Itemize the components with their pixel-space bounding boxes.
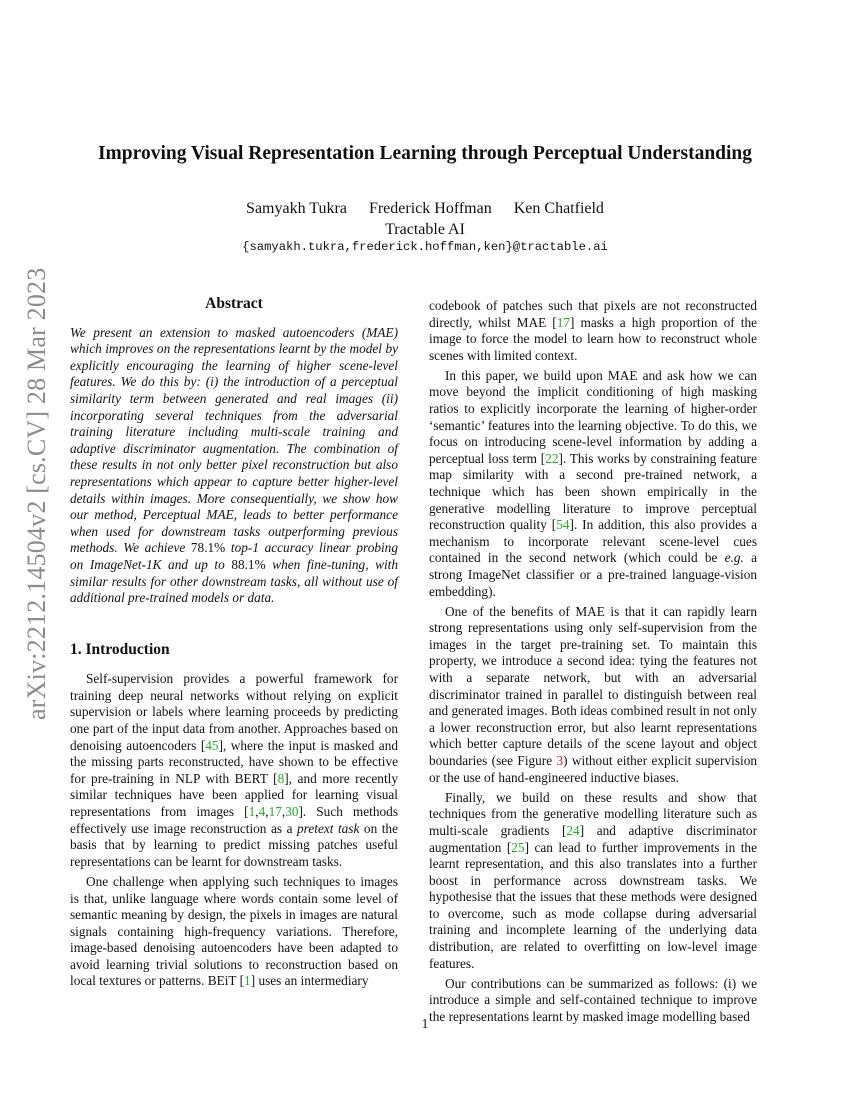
body-paragraph: One challenge when applying such techniques to images is that, unlike language where words contain some level of semantic meaning by design, the pixels in images are natural signals containing high-frequency variations. Therefore, image-based denoising autoencoders have been adapted to avoid learning trivial solutions to reconstruction based on local textures or patterns. BEiT [1] uses an intermediary	[70, 873, 398, 989]
citation-link[interactable]: 1	[244, 973, 251, 989]
body-paragraph: One of the benefits of MAE is that it can rapidly learn strong representations using only self-supervision from the images in the target pre-training set. To maintain this property, we introduce a second idea: tying the features not with a separate network, but with an adversarial discriminator trained in parallel to distinguish between real and generated images. Both ideas combined result in not only a lower reconstruction error, but also learnt representations which better capture details of the scene layout and object boundaries (see Figure 3) without either explicit supervision or the use of hand-engineered inductive biases.	[429, 603, 757, 785]
body-paragraph: In this paper, we build upon MAE and ask how we can move beyond the implicit conditioning of high masking ratios to explicitly incorporate the learning of higher-order ‘semantic’ features into the learning objective. To do this, we focus on introducing scene-level information by adding a perceptual loss term [22]. This works by constraining feature map similarity with a second pre-trained network, a technique which has been shown empirically in the generative modelling literature to improve perceptual reconstruction quality [54]. In addition, this also provides a mechanism to incorporate relevant scene-level cues contained in the second network (which could be e.g. a strong ImageNet classifier or a pre-trained language-vision embedding).	[429, 367, 757, 599]
author-name: Ken Chatfield	[513, 200, 604, 217]
author-name: Samyakh Tukra	[246, 200, 347, 217]
paper-title: Improving Visual Representation Learning through Perceptual Understanding	[97, 143, 753, 164]
citation-link[interactable]: 1	[248, 804, 256, 820]
emphasis: e.g.	[724, 550, 744, 566]
abstract-metric: 78.1%	[190, 540, 226, 556]
left-column	[70, 296, 398, 994]
emphasis: pretext task	[297, 820, 360, 836]
abstract-text: We present an extension to masked autoencoders (MAE) which improves on the representations learnt by the model by explicitly encouraging the learning of higher scene-level features. We do this by: (i) the introduction of a perceptual similarity term between generated and real images (ii) incorporating several techniques from the adversarial training literature including multi-scale training and adaptive discriminator augmentation. The combination of these results in not only better pixel reconstruction but also representations which appear to capture better higher-level details within images. More consequentially, we show how our method, Perceptual MAE, leads to better performance when used for downstream tasks outperforming previous methods. We achieve 78.1% top-1 accuracy linear probing on ImageNet-1K and up to 88.1% when fine-tuning, with similar results for other downstream tasks, all without use of additional pre-trained models or data.	[70, 324, 398, 606]
arxiv-identifier-stamp: arXiv:2212.14504v2 [cs.CV] 28 Mar 2023	[22, 267, 51, 720]
section-heading-introduction: 1. Introduction	[70, 640, 170, 658]
citation-link[interactable]: 25	[511, 839, 525, 855]
author-names	[0, 198, 850, 219]
page-number: 1	[421, 1016, 429, 1031]
figure-reference-link[interactable]: 3	[556, 753, 564, 769]
body-paragraph: Finally, we build on these results and show that techniques from the generative modelling literature such as multi-scale gradients [24] and adaptive discriminator augmentation [25] can lead to further improvements in the learnt representation, and this also translates into a further boost in performance across downstream tasks. We hypothesise that the issues that these methods were designed to overcome, such as mode collapse during adversarial training and incomplete learning of the underlying data distribution, are related to overfitting on low-level image features.	[429, 789, 757, 971]
author-block	[0, 198, 850, 240]
abstract-heading: Abstract	[205, 295, 263, 312]
citation-link[interactable]: 22	[545, 450, 559, 466]
citation-link[interactable]: 30	[285, 804, 299, 820]
citation-link[interactable]: 24	[566, 822, 580, 838]
right-column	[429, 298, 757, 1029]
citation-link[interactable]: 54	[556, 517, 570, 533]
citation-link[interactable]: 17	[268, 804, 282, 820]
citation-link[interactable]: 8	[277, 770, 285, 786]
abstract-metric: 88.1%	[231, 556, 266, 572]
author-emails: {samyakh.tukra,frederick.hoffman,ken}@tractable.ai	[242, 240, 608, 254]
author-name: Frederick Hoffman	[368, 200, 492, 217]
citation-link[interactable]: 17	[556, 314, 571, 330]
citation-link[interactable]: 4	[258, 804, 266, 820]
body-paragraph: codebook of patches such that pixels are not reconstructed directly, whilst MAE [17] masks a high proportion of the image to force the model to learn how to reconstruct whole scenes with limited context.	[429, 298, 757, 363]
body-paragraph: Our contributions can be summarized as follows: (i) we introduce a simple and self-contained technique to improve the representations learnt by masked image modelling based	[429, 975, 757, 1024]
affiliation: Tractable AI	[385, 221, 465, 238]
body-paragraph: Self-supervision provides a powerful framework for training deep neural networks without relying on explicit supervision or labels where learning proceeds by predicting one part of the input data from another. Approaches based on denoising autoencoders [45], where the input is masked and the missing parts reconstructed, have shown to be effective for pre-training in NLP with BERT [8], and more recently similar techniques have been applied for learning visual representations from images [1,4,17,30]. Such methods effectively use image reconstruction as a pretext task on the basis that by learning to predict missing patches useful representations can be learnt for downstream tasks.	[70, 671, 398, 869]
citation-link[interactable]: 45	[205, 737, 219, 753]
